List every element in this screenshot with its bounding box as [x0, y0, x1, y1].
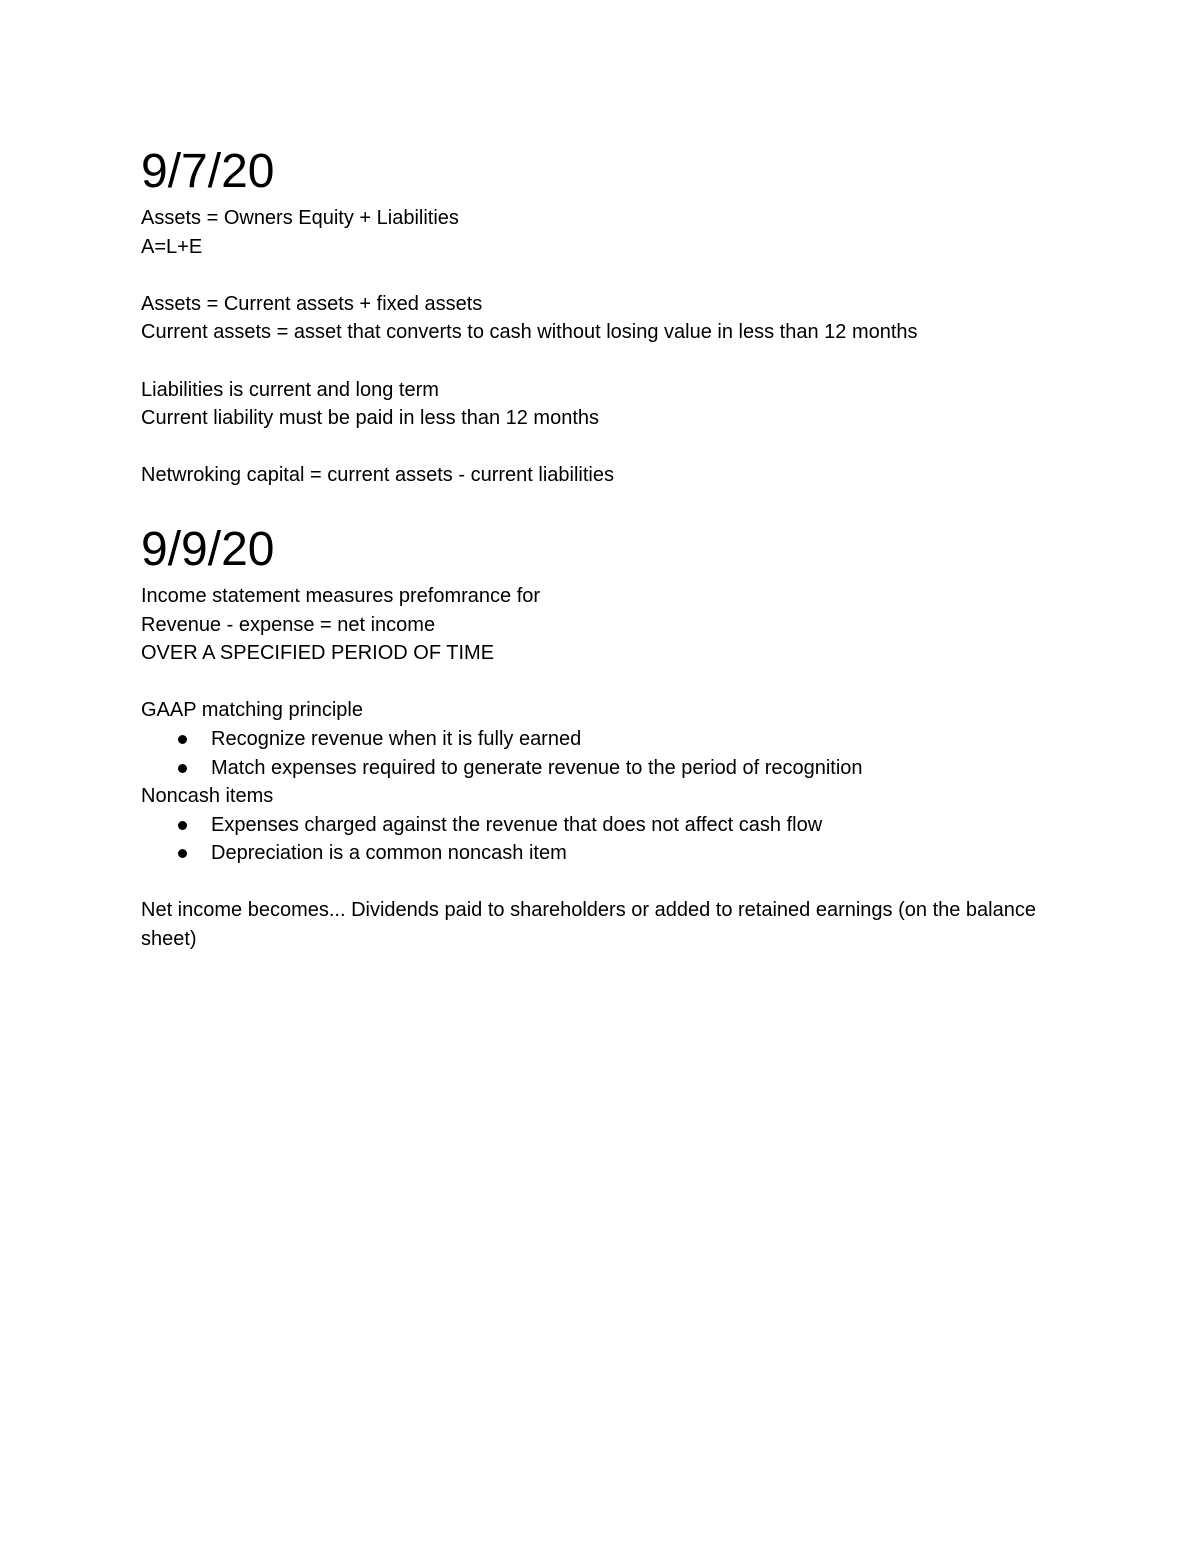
- blank-line: [141, 868, 1061, 897]
- conclusion-text: Net income becomes... Dividends paid to shareholders or added to retained earnings (on the balance sheet): [141, 899, 1036, 951]
- bullet-dot-icon: [178, 821, 187, 830]
- blank-line: [141, 347, 1061, 376]
- bullet-dot-icon: [178, 849, 187, 858]
- blank-line: [141, 261, 1061, 290]
- text-line: Netwroking capital = current assets - current liabilities: [141, 464, 614, 487]
- noncash-list: [141, 811, 1061, 868]
- list-item-text: Depreciation is a common noncash item: [211, 842, 567, 865]
- noncash-label: Noncash items: [141, 785, 274, 808]
- text-line: Current liability must be paid in less than 12 months: [141, 407, 600, 430]
- list-item: [141, 725, 1061, 754]
- bullet-dot-icon: [178, 735, 187, 744]
- blank-line: [141, 433, 1061, 462]
- bullet-dot-icon: [178, 764, 187, 773]
- text-line: Liabilities is current and long term: [141, 378, 439, 401]
- document-page: [141, 140, 1061, 954]
- list-item-text: Expenses charged against the revenue that does not affect cash flow: [211, 813, 823, 836]
- list-item: [141, 811, 1061, 840]
- text-line: Income statement measures prefomrance for: [141, 584, 541, 607]
- text-line: Assets = Owners Equity + Liabilities: [141, 207, 459, 229]
- text-line: OVER A SPECIFIED PERIOD OF TIME: [141, 642, 495, 665]
- list-item-text: Recognize revenue when it is fully earned: [211, 727, 582, 750]
- gaap-list: [141, 725, 1061, 782]
- text-line: Current assets = asset that converts to cash without losing value in less than 12 months: [141, 321, 918, 344]
- text-line: Revenue - expense = net income: [141, 613, 436, 636]
- list-item: [141, 754, 1061, 783]
- list-item-text: Match expenses required to generate revenue to the period of recognition: [211, 756, 863, 779]
- text-line: A=L+E: [141, 235, 203, 258]
- date-heading-1: 9/7/20: [141, 145, 275, 198]
- gaap-label: GAAP matching principle: [141, 699, 363, 722]
- text-line: Assets = Current assets + fixed assets: [141, 292, 483, 315]
- blank-line: [141, 668, 1061, 697]
- list-item: [141, 839, 1061, 868]
- date-heading-2: 9/9/20: [141, 522, 275, 576]
